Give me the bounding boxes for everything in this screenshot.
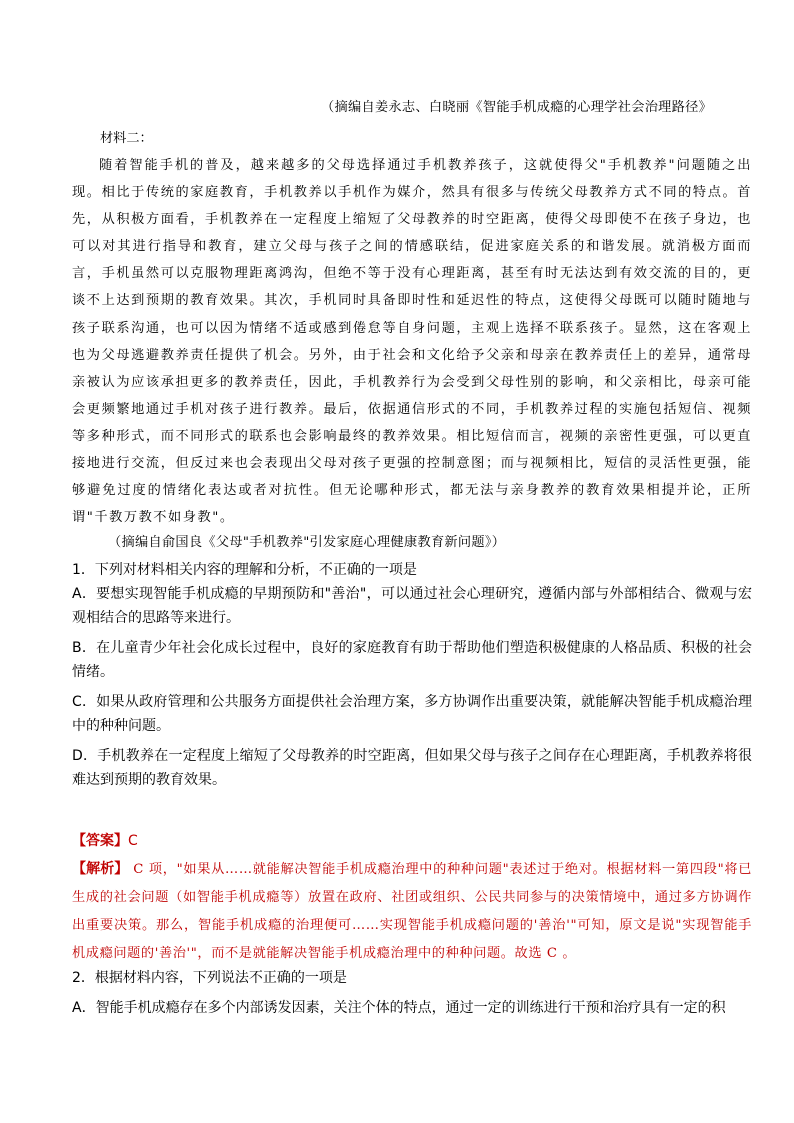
answer-line: [72, 830, 138, 850]
source-citation-1: （摘编自姜永志、白晓丽《智能手机成瘾的心理学社会治理路径》: [321, 100, 713, 115]
question-2: [72, 966, 752, 1020]
material-2-paragraph: 随着智能手机的普及，越来越多的父母选择通过手机教养孩子，这就使得父"手机教养"问题随之出现。相比于传统的家庭教育，手机教养以手机作为媒介，然具有很多与传统父母教养方式不同的特点。首先，从积极方面看，手机教养在一定程度上缩短了父母教养的时空距离，使得父母即使不在孩子身边，也可以对其进行指导和教育，建立父母与孩子之间的情感联结，促进家庭关系的和谐发展。就消极方面而言，手机虽然可以克服物理距离鸿沟，但绝不等于没有心理距离，甚至有时无法达到有效交流的目的，更谈不上达到预期的教育效果。其次，手机同时具备即时性和延迟性的特点，这使得父母既可以随时随地与孩子联系沟通，也可以因为情绪不适或感到倦怠等自身问题，主观上选择不联系孩子。显然，这在客观上也为父母逃避教养责任提供了机会。另外，由于社会和文化给予父亲和母亲在教养责任上的差异，通常母亲被认为应该承担更多的教养责任，因此，手机教养行为会受到父母性别的影响，和父亲相比，母亲可能会更频繁地通过手机对孩子进行教养。最后，依据通信形式的不同，手机教养过程的实施包括短信、视频等多种形式，而不同形式的联系也会影响最终的教养效果。相比短信而言，视频的亲密性更强，可以更直接地进行交流，但反过来也会表现出父母对孩子更强的控制意图；而与视频相比，短信的灵活性更强，能够避免过度的情绪化表达或者对抗性。但无论哪种形式，都无法与亲身教养的教育效果相提并论，正所谓"千教万教不如身教"。: [72, 158, 752, 526]
question-2-stem: 2．根据材料内容，下列说法不正确的一项是: [72, 970, 347, 986]
source-citation-2: （摘编自俞国良《父母"手机教养"引发家庭心理健康教育新问题》）: [108, 535, 506, 550]
answer-value: C: [128, 833, 138, 849]
answer-tag: 【答案】: [72, 833, 128, 849]
question-1-option-d: D．手机教养在一定程度上缩短了父母教养的时空距离，但如果父母与孩子之间存在心理距离，手机教养将很难达到预期的教育效果。: [72, 748, 752, 788]
question-1: [72, 558, 752, 792]
question-1-option-c: C．如果从政府管理和公共服务方面提供社会治理方案，多方协调作出重要决策，就能解决智能手机成瘾治理中的种种问题。: [72, 694, 752, 734]
question-2-option-a: A．智能手机成瘾存在多个内部诱发因素，关注个体的特点，通过一定的训练进行干预和治疗具有一定的积: [72, 1000, 726, 1016]
question-1-stem: 1．下列对材料相关内容的理解和分析，不正确的一项是: [72, 562, 417, 578]
analysis-tag: 【解析】: [72, 861, 129, 877]
question-1-option-a: A．要想实现智能手机成瘾的早期预防和"善治"，可以通过社会心理研究，遵循内部与外部相结合、微观与宏观相结合的思路等来进行。: [72, 586, 752, 626]
question-1-option-b: B．在儿童青少年社会化成长过程中，良好的家庭教育有助于帮助他们塑造积极健康的人格品质、积极的社会情绪。: [72, 640, 752, 680]
analysis-block: [72, 855, 752, 968]
analysis-text: C 项，"如果从……就能解决智能手机成瘾治理中的种种问题"表述过于绝对。根据材料一第四段"将已生成的社会问题（如智能手机成瘾等）放置在政府、社团或组织、公民共同参与的决策情境中，通过多方协调作出重要决策。那么，智能手机成瘾的治理便可……实现智能手机成瘾问题的'善治'"可知，原文是说"实现智能手机成瘾问题的'善治'"，而不是就能解决智能手机成瘾治理中的种种问题。故选 C 。: [72, 862, 753, 961]
material-2-label: 材料二：: [100, 131, 153, 146]
